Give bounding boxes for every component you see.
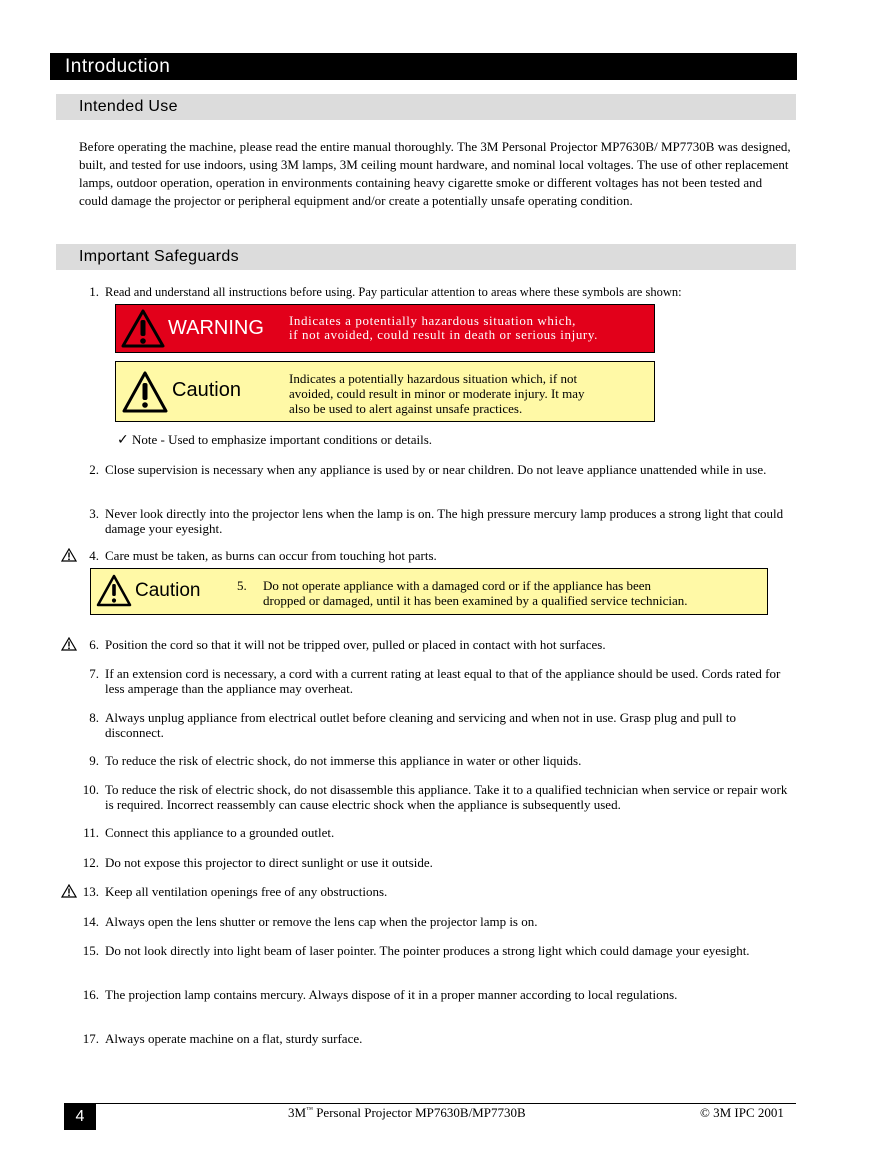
note-legend <box>117 432 432 448</box>
page-number: 4 <box>64 1103 96 1130</box>
caution-item-num: 5. <box>237 578 247 593</box>
footer-copyright: © 3M IPC 2001 <box>700 1105 784 1120</box>
caution-text-line1: Indicates a potentially hazardous situation which, if not <box>289 371 578 386</box>
caution-item-text-line1: Do not operate appliance with a damaged cord or if the appliance has been <box>263 578 652 593</box>
subsection-title: Intended Use <box>79 98 178 115</box>
trademark-symbol: ™ <box>306 1105 313 1114</box>
caution-item-text-line2: dropped or damaged, until it has been examined by a qualified service technician. <box>263 593 688 608</box>
warning-label: WARNING <box>168 317 264 339</box>
caution-triangle-icon <box>96 574 132 608</box>
footer-product-title: 3M™ Personal Projector MP7630B/MP7730B <box>288 1105 526 1120</box>
subsection-header-intended-use <box>56 94 796 120</box>
note-text: Note - Used to emphasize important conditions or details. <box>131 432 432 447</box>
caution-text-line3: also be used to alert against unsafe practices. <box>289 401 523 416</box>
warning-triangle-icon <box>120 308 166 349</box>
checkmark-icon: ✓ <box>117 432 129 448</box>
warning-legend-box <box>115 304 655 353</box>
caution-triangle-icon <box>121 370 169 414</box>
warning-text-line1: Indicates a potentially hazardous situation which, <box>289 313 577 328</box>
subsection-title: Important Safeguards <box>79 248 239 265</box>
warning-text-line2: if not avoided, could result in death or serious injury. <box>289 327 598 342</box>
section-header-introduction <box>50 53 797 80</box>
intended-use-paragraph: Before operating the machine, please read the entire manual thoroughly. The 3M Personal Projector MP7630B/ MP7730B was designed, built, and tested for use indoors, using 3M lamps, 3M ceiling mount hardware, and nominal local voltages. The use of other replacement lamps, outdoor operation, operation in environments containing heavy cigarette smoke or different voltages has not been tested and could damage the projector or peripheral equipment and/or create a potentially unsafe operating condition. <box>79 139 791 208</box>
caution-text-line2: avoided, could result in minor or moderate injury. It may <box>289 386 585 401</box>
caution-label: Caution <box>172 379 241 401</box>
section-title: Introduction <box>65 56 171 77</box>
caution-legend-box <box>115 361 655 422</box>
caution-label: Caution <box>135 580 201 601</box>
footer-divider <box>96 1103 796 1104</box>
caution-item-box <box>90 568 768 615</box>
subsection-header-safeguards <box>56 244 796 270</box>
